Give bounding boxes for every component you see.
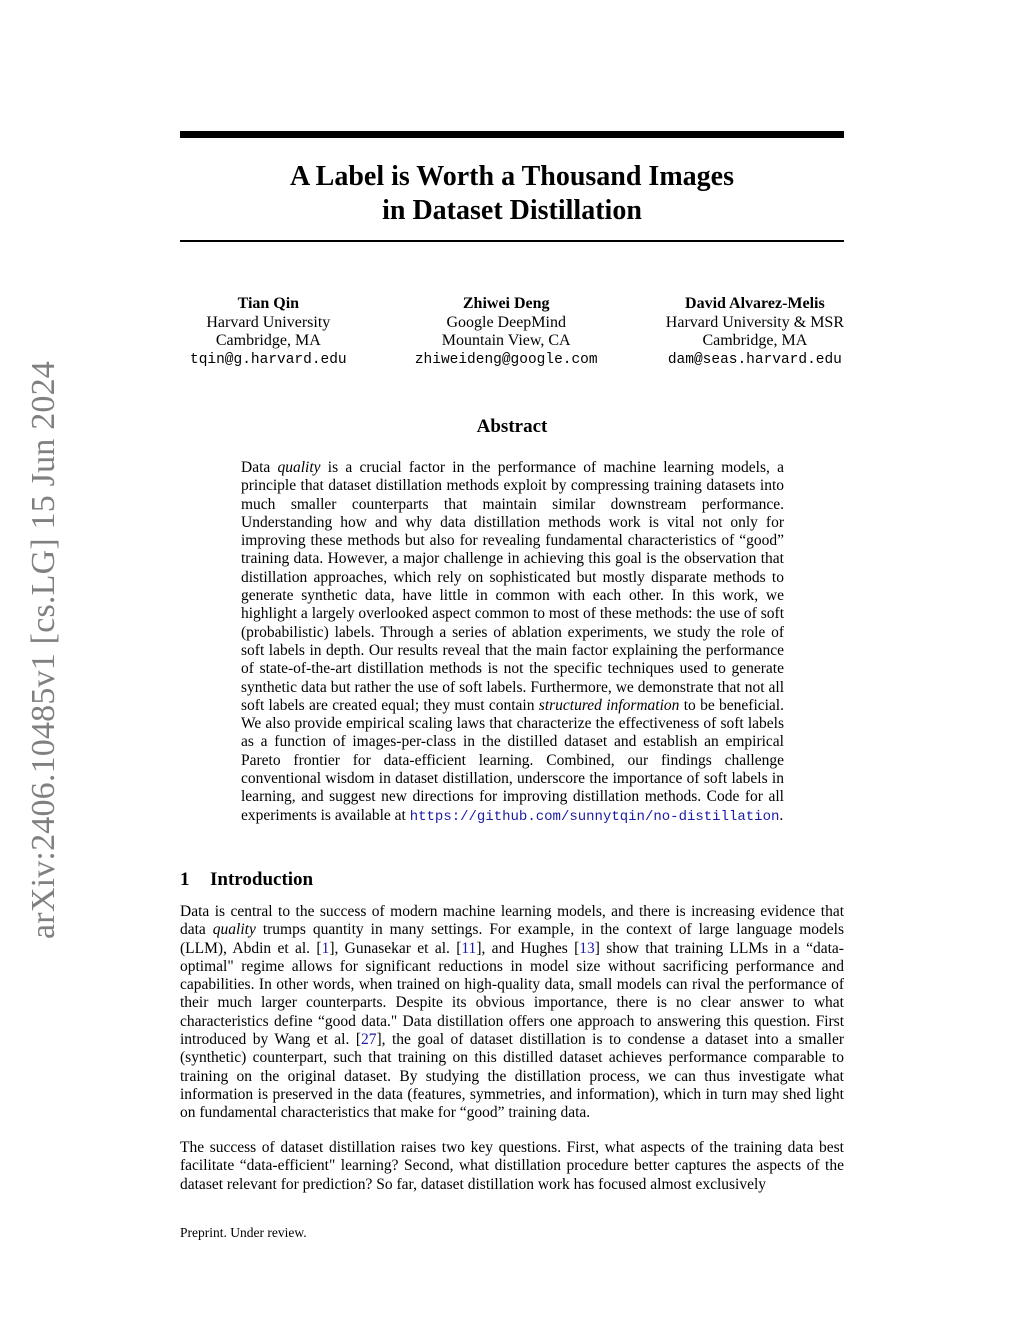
- author-email: zhiweideng@google.com: [414, 351, 598, 368]
- section-number: 1: [180, 869, 190, 890]
- arxiv-identifier: arXiv:2406.10485v1 [cs.LG] 15 Jun 2024: [25, 361, 62, 939]
- citation-link[interactable]: 11: [461, 939, 477, 957]
- paragraph-text: ] show that training LLMs in a “data-optimal" regime allows for significant reductions in model size without sacrificing performance and capabilities. In other words, when trained on high-quality data, small models can rival the performance of their much larger counterparts. Despite its obvious importance, there is no clear answer to what characteristics define “good data." Data distillation offers one approach to answering this question. First introduced by Wang et al. [: [180, 939, 844, 1049]
- abstract-emphasis: structured information: [538, 696, 680, 714]
- code-repository-link[interactable]: https://github.com/sunnytqin/no-distillation: [409, 808, 780, 825]
- title-top-rule: [180, 131, 844, 138]
- author-1: [190, 295, 347, 369]
- paragraph-text: ], the goal of dataset distillation is to condense a dataset into a smaller (synthetic) counterpart, such that training on this distilled dataset achieves performance comparable to training on the original dataset. By studying the distillation process, we can thus investigate what information is preserved in the data (features, symmetries, and information), which in turn may shed light on fundamental characteristics that make for “good” training data.: [180, 1031, 844, 1122]
- paragraph-text: trumps quantity in many settings. For example, in the context of large language models (LLM), Abdin et al. [: [180, 921, 844, 957]
- author-affiliation: Harvard University: [206, 313, 331, 331]
- abstract-body: [241, 459, 784, 826]
- title-bottom-rule: [180, 240, 844, 242]
- title-line-2: in Dataset Distillation: [382, 195, 642, 226]
- paragraph-text: ], and Hughes [: [476, 939, 580, 957]
- paragraph-text: Data is central to the success of modern machine learning models, and there is increasing evidence that data: [180, 903, 844, 939]
- citation-link[interactable]: 1: [321, 939, 330, 957]
- author-location: Mountain View, CA: [441, 332, 571, 349]
- author-name: David Alvarez-Melis: [685, 295, 825, 312]
- citation-link[interactable]: 13: [579, 939, 595, 957]
- author-name: Zhiwei Deng: [462, 295, 550, 312]
- author-location: Cambridge, MA: [215, 332, 321, 349]
- author-location: Cambridge, MA: [702, 332, 808, 349]
- introduction-paragraph-2: The success of dataset distillation raises two key questions. First, what aspects of the training data best facilitate “data-efficient" learning? Second, what distillation procedure better captures the aspects of the dataset relevant for prediction? So far, dataset distillation work has focused almost exclusively: [180, 1139, 844, 1193]
- abstract-text: Data: [241, 459, 278, 476]
- author-email: dam@seas.harvard.edu: [667, 351, 842, 368]
- section-title: Introduction: [210, 869, 314, 890]
- abstract-text: is a crucial factor in the performance of machine learning models, a principle that dataset distillation methods exploit by compressing training datasets into much smaller counterparts that maintain similar downstream performance. Understanding how and why data distillation methods work is vital not only for improving these methods but also for revealing fundamental characteristics of “good” training data. However, a major challenge in achieving this goal is the observation that distillation approaches, which rely on sophisticated but mostly disparate methods to generate synthetic data, have little in common with each other. In this work, we highlight a largely overlooked aspect common to most of these methods: the use of soft (probabilistic) labels. Through a series of ablation experiments, we study the role of soft labels in depth. Our results reveal that the main factor explaining the performance of state-of-the-art distillation methods is not the specific techniques used to generate synthetic data but rather the use of soft labels. Furthermore, we demonstrate that not all soft labels are created equal; they must contain: [241, 459, 784, 714]
- author-3: [666, 295, 844, 369]
- introduction-paragraph-1: [180, 903, 844, 1123]
- abstract-heading: Abstract: [476, 416, 548, 437]
- author-email: tqin@g.harvard.edu: [190, 351, 347, 368]
- paragraph-text: ], Gunasekar et al. [: [329, 939, 462, 957]
- paper-title: [180, 160, 844, 228]
- section-heading-introduction: [180, 869, 313, 891]
- paragraph-emphasis: quality: [212, 921, 256, 939]
- page-footer: Preprint. Under review.: [180, 1225, 307, 1240]
- citation-link[interactable]: 27: [361, 1031, 377, 1049]
- author-affiliation: Harvard University & MSR: [665, 313, 844, 331]
- author-2: [415, 295, 598, 369]
- abstract-emphasis: quality: [277, 459, 321, 476]
- author-affiliation: Google DeepMind: [446, 313, 566, 331]
- title-line-1: A Label is Worth a Thousand Images: [290, 161, 734, 192]
- abstract-text: to be beneficial. We also provide empirical scaling laws that characterize the effectiveness of soft labels as a function of images-per-class in the distilled dataset and establish an empirical Pareto frontier for data-efficient learning. Combined, our findings challenge conventional wisdom in dataset distillation, underscore the importance of soft labels in learning, and suggest new directions for improving distillation methods. Code for all experiments is available at: [241, 696, 784, 824]
- author-name: Tian Qin: [237, 295, 300, 312]
- abstract-text: .: [779, 806, 784, 824]
- author-block: [190, 295, 844, 369]
